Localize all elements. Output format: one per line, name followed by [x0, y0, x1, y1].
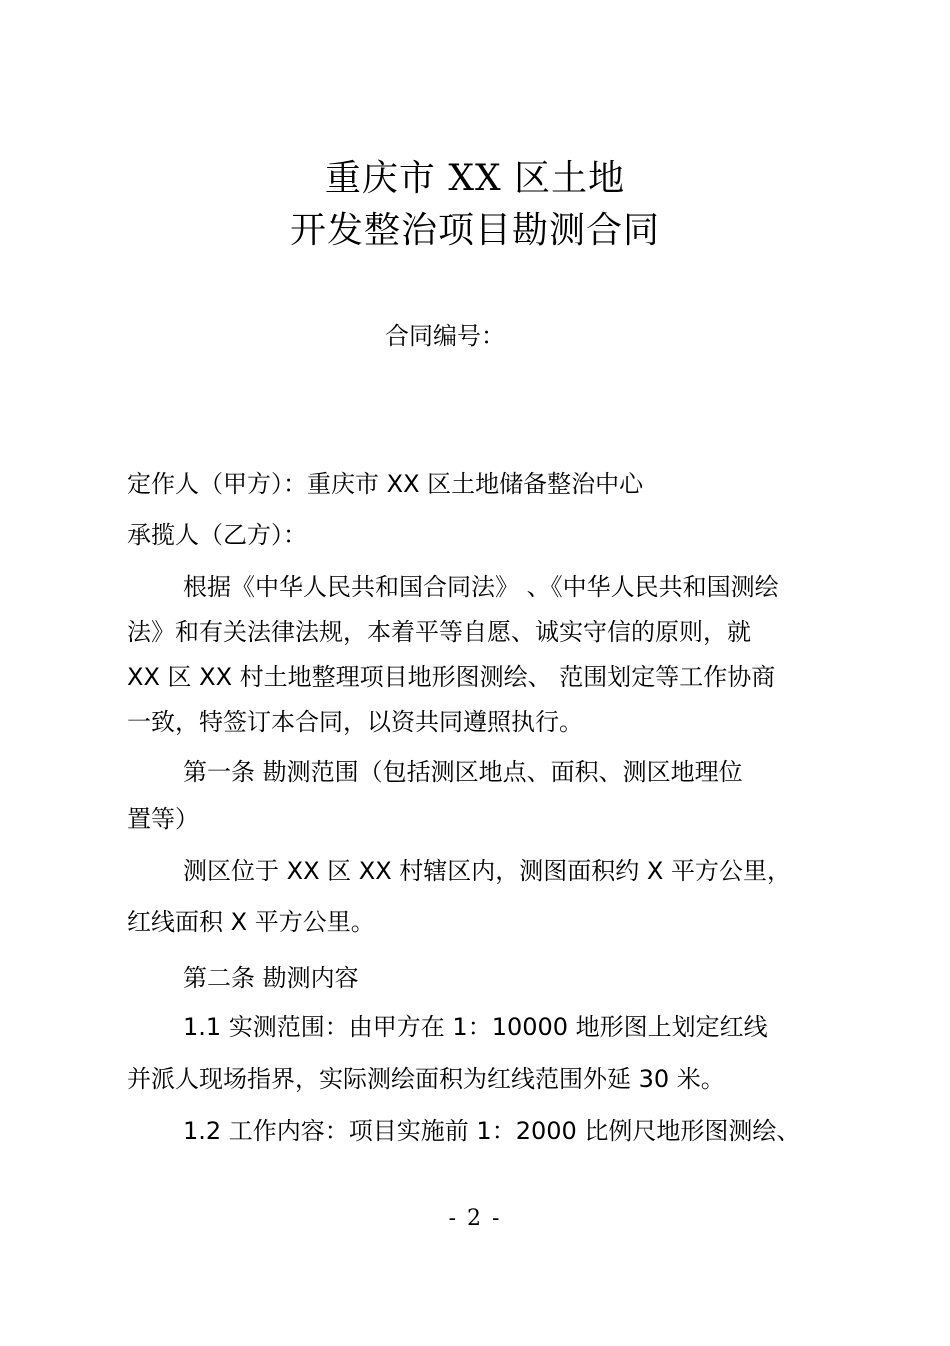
party-b-line: 承揽人（乙方）： [127, 521, 307, 549]
article-1-heading: 第一条 勘测范围（包括测区地点、面积、测区地理位 [183, 758, 743, 786]
document-title-line-2: 开发整治项目勘测合同 [289, 210, 660, 251]
contract-number-label: 合同编号： [385, 322, 505, 350]
body-text-line: 法》和有关法律法规，本着平等自愿、诚实守信的原则，就 [127, 618, 751, 646]
body-text-line: 测区位于 XX 区 XX 村辖区内，测图面积约 X 平方公里， [183, 857, 791, 885]
body-text-line: 红线面积 X 平方公里。 [127, 908, 375, 936]
body-text-line: 根据《中华人民共和国合同法》 、《中华人民共和国测绘 [183, 573, 779, 601]
party-a-line: 定作人（甲方）：重庆市 XX 区土地储备整治中心 [127, 470, 644, 498]
body-text-line: 并派人现场指界，实际测绘面积为红线范围外延 30 米。 [127, 1065, 725, 1093]
article-2-heading: 第二条 勘测内容 [183, 964, 359, 992]
article-1-heading-cont: 置等） [127, 805, 199, 833]
body-text-line: 一致，特签订本合同，以资共同遵照执行。 [127, 708, 583, 736]
body-text-line: 1.2 工作内容：项目实施前 1：2000 比例尺地形图测绘、 [183, 1117, 801, 1145]
body-text-line: 1.1 实测范围：由甲方在 1：10000 地形图上划定红线 [183, 1013, 768, 1041]
document-title-line-1: 重庆市 XX 区土地 [324, 158, 626, 199]
body-text-line: XX 区 XX 村土地整理项目地形图测绘、 范围划定等工作协商 [127, 663, 776, 691]
page-number: - 2 - [448, 1206, 502, 1231]
